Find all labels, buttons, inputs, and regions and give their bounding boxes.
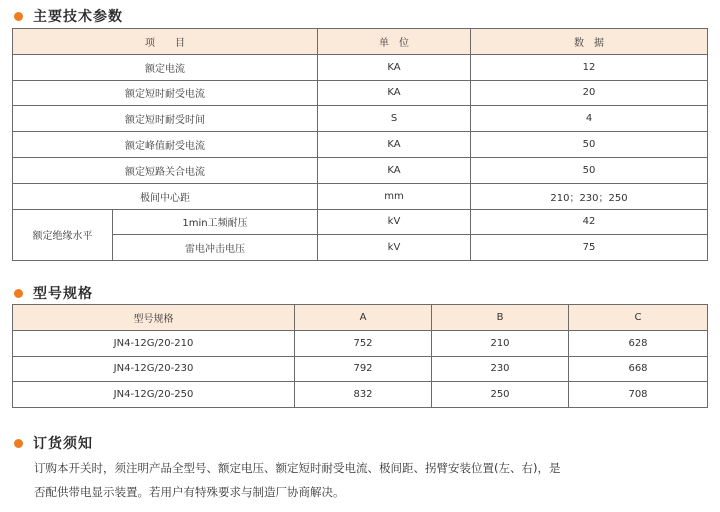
models-table	[12, 304, 708, 408]
table-row	[13, 132, 708, 158]
spec-value: 12	[471, 54, 708, 80]
spec-value: 210；230；250	[471, 183, 708, 209]
specs-header-item: 项 目	[13, 29, 318, 55]
spec-unit: KA	[318, 54, 471, 80]
model-c: 708	[569, 382, 708, 408]
spec-item: 额定短路关合电流	[13, 157, 318, 183]
table-row	[13, 54, 708, 80]
spec-unit: KA	[318, 80, 471, 106]
model-a: 752	[295, 330, 432, 356]
spec-unit: KA	[318, 132, 471, 158]
models-section-title	[14, 283, 93, 303]
models-header-c: C	[569, 305, 708, 331]
order-notice	[34, 456, 694, 504]
spec-value: 75	[471, 235, 708, 261]
spec-item: 极间中心距	[13, 183, 318, 209]
spec-unit: mm	[318, 183, 471, 209]
table-row	[13, 106, 708, 132]
bullet-dot-icon	[14, 12, 23, 21]
spec-item: 雷电冲击电压	[113, 235, 318, 261]
spec-unit: KA	[318, 157, 471, 183]
specs-header-unit: 单 位	[318, 29, 471, 55]
order-title-text: 订货须知	[33, 436, 93, 452]
table-row	[13, 80, 708, 106]
models-header-b: B	[432, 305, 569, 331]
spec-unit: S	[318, 106, 471, 132]
spec-value: 42	[471, 209, 708, 235]
order-notice-line-1: 订购本开关时，须注明产品全型号、额定电压、额定短时耐受电流、极间距、拐臂安装位置(左、右)，是	[34, 461, 561, 475]
table-row	[13, 235, 708, 261]
order-section-title	[14, 433, 93, 453]
spec-unit: kV	[318, 235, 471, 261]
table-row	[13, 157, 708, 183]
spec-item: 额定峰值耐受电流	[13, 132, 318, 158]
table-row	[13, 330, 708, 356]
bullet-dot-icon	[14, 289, 23, 298]
spec-value: 50	[471, 157, 708, 183]
model-name: JN4-12G/20-210	[13, 330, 295, 356]
specs-table	[12, 28, 708, 261]
spec-item: 1min工频耐压	[113, 209, 318, 235]
model-b: 230	[432, 356, 569, 382]
spec-item: 额定电流	[13, 54, 318, 80]
model-a: 832	[295, 382, 432, 408]
specs-header-row	[13, 29, 708, 55]
models-title-text: 型号规格	[33, 286, 93, 302]
bullet-dot-icon	[14, 439, 23, 448]
models-header-a: A	[295, 305, 432, 331]
model-a: 792	[295, 356, 432, 382]
model-name: JN4-12G/20-250	[13, 382, 295, 408]
spec-item: 额定短时耐受时间	[13, 106, 318, 132]
insulation-group-label: 额定绝缘水平	[13, 209, 113, 261]
spec-unit: kV	[318, 209, 471, 235]
table-row	[13, 209, 708, 235]
order-notice-line-2: 否配供带电显示装置。若用户有特殊要求与制造厂协商解决。	[34, 485, 345, 499]
models-header-row	[13, 305, 708, 331]
models-header-model: 型号规格	[13, 305, 295, 331]
spec-value: 50	[471, 132, 708, 158]
model-b: 210	[432, 330, 569, 356]
model-b: 250	[432, 382, 569, 408]
model-c: 668	[569, 356, 708, 382]
spec-value: 20	[471, 80, 708, 106]
model-name: JN4-12G/20-230	[13, 356, 295, 382]
specs-section-title	[14, 6, 123, 26]
specs-title-text: 主要技术参数	[33, 9, 123, 25]
specs-header-value: 数 据	[471, 29, 708, 55]
table-row	[13, 183, 708, 209]
spec-value: 4	[471, 106, 708, 132]
model-c: 628	[569, 330, 708, 356]
table-row	[13, 382, 708, 408]
table-row	[13, 356, 708, 382]
spec-item: 额定短时耐受电流	[13, 80, 318, 106]
